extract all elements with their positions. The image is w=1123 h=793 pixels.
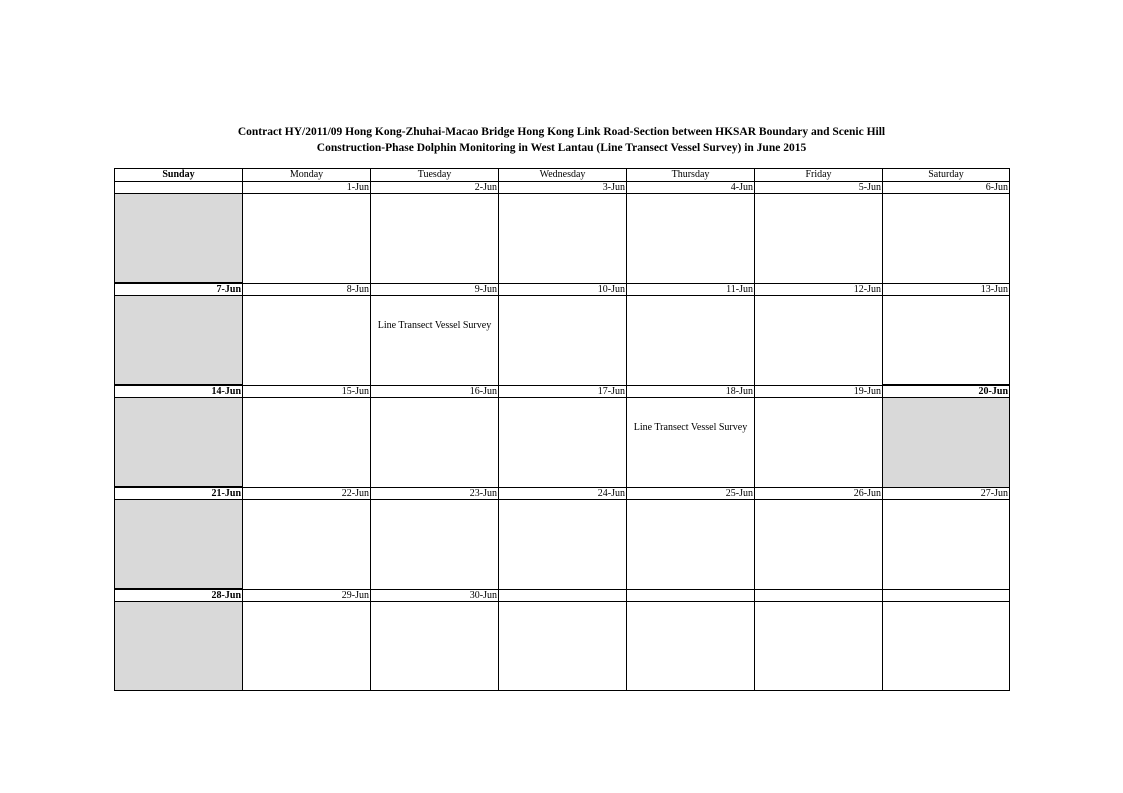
weekday-header-monday: Monday bbox=[243, 169, 371, 182]
weekday-header-tuesday: Tuesday bbox=[371, 169, 499, 182]
date-cell: 13-Jun bbox=[883, 283, 1010, 296]
date-cell: 12-Jun bbox=[755, 283, 883, 296]
date-cell: 14-Jun bbox=[115, 385, 243, 398]
day-cell bbox=[243, 296, 371, 386]
week-2-date-row bbox=[115, 283, 1010, 296]
date-cell: 29-Jun bbox=[243, 589, 371, 602]
date-cell: 23-Jun bbox=[371, 487, 499, 500]
weekday-header-friday: Friday bbox=[755, 169, 883, 182]
day-cell bbox=[499, 194, 627, 284]
date-cell: 18-Jun bbox=[627, 385, 755, 398]
day-cell-shaded bbox=[115, 602, 243, 691]
day-cell bbox=[883, 296, 1010, 386]
date-cell bbox=[627, 589, 755, 602]
week-4-body-row bbox=[115, 500, 1010, 590]
date-cell: 5-Jun bbox=[755, 182, 883, 194]
day-cell bbox=[883, 194, 1010, 284]
week-1-body-row bbox=[115, 194, 1010, 284]
survey-event-label: Line Transect Vessel Survey bbox=[377, 320, 492, 331]
day-cell bbox=[755, 296, 883, 386]
week-5-body-row bbox=[115, 602, 1010, 691]
day-cell bbox=[755, 194, 883, 284]
date-cell: 20-Jun bbox=[883, 385, 1010, 398]
day-cell bbox=[371, 602, 499, 691]
date-cell: 19-Jun bbox=[755, 385, 883, 398]
day-cell bbox=[627, 602, 755, 691]
survey-event-label: Line Transect Vessel Survey bbox=[633, 422, 748, 433]
date-cell: 2-Jun bbox=[371, 182, 499, 194]
date-cell: 22-Jun bbox=[243, 487, 371, 500]
date-cell: 16-Jun bbox=[371, 385, 499, 398]
date-cell: 15-Jun bbox=[243, 385, 371, 398]
week-1-date-row bbox=[115, 182, 1010, 194]
day-cell bbox=[371, 398, 499, 488]
date-cell: 9-Jun bbox=[371, 283, 499, 296]
day-cell bbox=[499, 296, 627, 386]
day-cell-shaded bbox=[115, 500, 243, 590]
date-cell: 6-Jun bbox=[883, 182, 1010, 194]
day-cell bbox=[243, 398, 371, 488]
day-cell-shaded bbox=[115, 194, 243, 284]
day-cell bbox=[499, 602, 627, 691]
day-cell-shaded bbox=[115, 398, 243, 488]
date-cell: 27-Jun bbox=[883, 487, 1010, 500]
day-cell bbox=[755, 602, 883, 691]
date-cell: 11-Jun bbox=[627, 283, 755, 296]
day-cell bbox=[627, 296, 755, 386]
day-cell bbox=[627, 398, 755, 488]
day-cell-shaded bbox=[115, 296, 243, 386]
day-cell-shaded bbox=[883, 398, 1010, 488]
weekday-header-sunday: Sunday bbox=[115, 169, 243, 182]
day-cell bbox=[371, 296, 499, 386]
weekday-header-thursday: Thursday bbox=[627, 169, 755, 182]
day-cell bbox=[243, 602, 371, 691]
date-cell: 17-Jun bbox=[499, 385, 627, 398]
weekday-header-saturday: Saturday bbox=[883, 169, 1010, 182]
day-cell bbox=[371, 500, 499, 590]
day-cell bbox=[883, 500, 1010, 590]
day-cell bbox=[243, 194, 371, 284]
calendar-title-line-1: Contract HY/2011/09 Hong Kong-Zhuhai-Macao Bridge Hong Kong Link Road-Section between HKSAR Boundary and Scenic Hill bbox=[237, 126, 886, 138]
day-cell bbox=[243, 500, 371, 590]
date-cell: 1-Jun bbox=[243, 182, 371, 194]
date-cell bbox=[755, 589, 883, 602]
date-cell bbox=[883, 589, 1010, 602]
date-cell: 10-Jun bbox=[499, 283, 627, 296]
weekday-header-wednesday: Wednesday bbox=[499, 169, 627, 182]
day-cell bbox=[627, 500, 755, 590]
day-cell bbox=[755, 398, 883, 488]
date-cell bbox=[499, 589, 627, 602]
date-cell: 26-Jun bbox=[755, 487, 883, 500]
date-cell: 24-Jun bbox=[499, 487, 627, 500]
date-cell: 28-Jun bbox=[115, 589, 243, 602]
day-cell bbox=[499, 500, 627, 590]
weekday-header-row bbox=[115, 169, 1010, 182]
day-cell bbox=[755, 500, 883, 590]
week-5-date-row bbox=[115, 589, 1010, 602]
day-cell bbox=[883, 602, 1010, 691]
date-cell: 8-Jun bbox=[243, 283, 371, 296]
calendar-title-line-2: Construction-Phase Dolphin Monitoring in West Lantau (Line Transect Vessel Survey) in June 2015 bbox=[316, 142, 807, 154]
week-4-date-row bbox=[115, 487, 1010, 500]
date-cell: 21-Jun bbox=[115, 487, 243, 500]
day-cell bbox=[627, 194, 755, 284]
week-2-body-row bbox=[115, 296, 1010, 386]
date-cell: 3-Jun bbox=[499, 182, 627, 194]
june-calendar-table bbox=[114, 168, 1010, 691]
date-cell: 30-Jun bbox=[371, 589, 499, 602]
day-cell bbox=[499, 398, 627, 488]
day-cell bbox=[371, 194, 499, 284]
date-cell: 7-Jun bbox=[115, 283, 243, 296]
week-3-date-row bbox=[115, 385, 1010, 398]
date-cell bbox=[115, 182, 243, 194]
date-cell: 25-Jun bbox=[627, 487, 755, 500]
date-cell: 4-Jun bbox=[627, 182, 755, 194]
week-3-body-row bbox=[115, 398, 1010, 488]
